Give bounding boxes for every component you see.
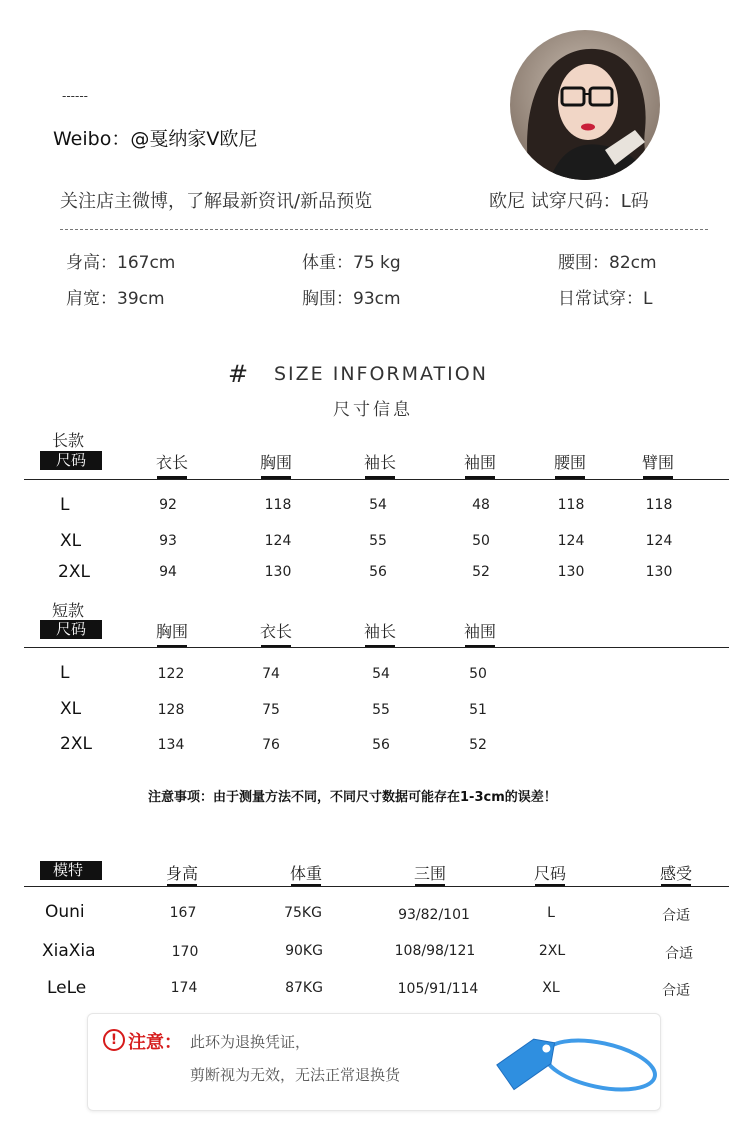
table-cell: 128: [157, 702, 185, 718]
follow-text: 关注店主微博，了解最新资讯/新品预览: [60, 191, 373, 212]
table-cell: 92: [159, 497, 177, 513]
table-cell: 2XL: [538, 943, 566, 959]
stat-daily-size: 日常试穿：L: [558, 289, 653, 309]
table-cell: 93/82/101: [398, 907, 470, 923]
measurement-notice: 注意事项：由于测量方法不同，不同尺寸数据可能存在1-3cm的误差！: [148, 790, 557, 805]
header-dash: ------: [62, 89, 88, 103]
model-portrait-icon: [510, 30, 660, 180]
notice-line-1: 此环为退换凭证，: [190, 1033, 311, 1051]
table-cell: 108/98/121: [394, 943, 476, 959]
table-cell: 50: [472, 533, 490, 549]
short-row-size: 2XL: [60, 734, 92, 754]
table-cell: 87KG: [285, 980, 323, 996]
long-col-arm: 臂围: [641, 453, 674, 472]
long-col-sleeve: 袖长: [363, 453, 396, 472]
long-table-rule: [24, 479, 729, 480]
stat-shoulder: 肩宽：39cm: [66, 289, 165, 309]
models-col-weight: 体重: [289, 864, 322, 883]
long-label: 长款: [52, 431, 85, 450]
table-cell: 105/91/114: [397, 981, 479, 997]
long-size-header: 尺码: [40, 451, 102, 470]
table-cell: 167: [169, 905, 197, 921]
table-cell: 合适: [662, 908, 690, 924]
long-row-size: L: [60, 495, 70, 515]
long-col-bust: 胸围: [259, 453, 292, 472]
long-row-size: XL: [60, 531, 82, 551]
models-table-rule: [24, 886, 729, 887]
return-tag-icon: [490, 1015, 660, 1109]
table-cell: 55: [369, 533, 387, 549]
short-label: 短款: [52, 601, 85, 620]
table-cell: 118: [557, 497, 585, 513]
table-cell: 54: [369, 497, 387, 513]
stat-weight: 体重：75 kg: [302, 253, 401, 273]
section-title-cn: 尺寸信息: [333, 400, 413, 420]
models-col-height: 身高: [165, 864, 198, 883]
model-name: LeLe: [47, 978, 87, 998]
try-size-text: 欧尼 试穿尺码：L码: [489, 191, 649, 212]
table-cell: 48: [472, 497, 490, 513]
model-avatar: [510, 30, 660, 180]
model-name: Ouni: [45, 902, 85, 922]
table-cell: 170: [171, 944, 199, 960]
table-cell: 56: [369, 564, 387, 580]
section-hash: #: [228, 360, 249, 388]
table-cell: 75KG: [284, 905, 322, 921]
table-cell: 118: [645, 497, 673, 513]
table-cell: 50: [469, 666, 487, 682]
table-cell: 合适: [662, 983, 690, 999]
table-cell: 76: [262, 737, 280, 753]
warning-icon: !: [103, 1029, 125, 1051]
short-row-size: L: [60, 663, 70, 683]
weibo-handle: Weibo：@戛纳家V欧尼: [53, 128, 258, 150]
header-divider: [60, 229, 708, 230]
model-name: XiaXia: [42, 941, 96, 961]
stat-waist: 腰围：82cm: [558, 253, 657, 273]
notice-line-2: 剪断视为无效，无法正常退换货: [190, 1066, 401, 1084]
table-cell: 118: [264, 497, 292, 513]
long-col-waist: 腰围: [553, 453, 586, 472]
table-cell: 130: [645, 564, 673, 580]
short-table-rule: [24, 647, 729, 648]
notice-title: 注意：: [128, 1032, 182, 1053]
models-header: 模特: [40, 861, 102, 880]
models-col-feel: 感受: [659, 864, 692, 883]
table-cell: 93: [159, 533, 177, 549]
table-cell: 52: [469, 737, 487, 753]
table-cell: 90KG: [285, 943, 323, 959]
table-cell: 74: [262, 666, 280, 682]
table-cell: 174: [170, 980, 198, 996]
short-row-size: XL: [60, 699, 82, 719]
models-col-size: 尺码: [533, 864, 566, 883]
table-cell: 54: [372, 666, 390, 682]
table-cell: 合适: [665, 946, 693, 962]
short-col-sleeve: 袖长: [363, 622, 396, 641]
long-col-length: 衣长: [155, 453, 188, 472]
table-cell: L: [547, 905, 555, 921]
table-cell: 122: [157, 666, 185, 682]
table-cell: 94: [159, 564, 177, 580]
short-size-header: 尺码: [40, 620, 102, 639]
table-cell: 124: [264, 533, 292, 549]
table-cell: XL: [542, 980, 560, 996]
table-cell: 134: [157, 737, 185, 753]
table-cell: 55: [372, 702, 390, 718]
models-col-measurements: 三围: [413, 864, 446, 883]
short-col-bust: 胸围: [155, 622, 188, 641]
table-cell: 75: [262, 702, 280, 718]
table-cell: 56: [372, 737, 390, 753]
table-cell: 130: [264, 564, 292, 580]
stat-height: 身高：167cm: [66, 253, 176, 273]
table-cell: 124: [557, 533, 585, 549]
long-col-sleeve-width: 袖围: [463, 453, 496, 472]
table-cell: 130: [557, 564, 585, 580]
table-cell: 51: [469, 702, 487, 718]
table-cell: 124: [645, 533, 673, 549]
table-cell: 52: [472, 564, 490, 580]
section-title-en: SIZE INFORMATION: [274, 363, 488, 385]
stat-bust: 胸围：93cm: [302, 289, 401, 309]
long-row-size: 2XL: [58, 562, 90, 582]
short-col-length: 衣长: [259, 622, 292, 641]
short-col-sleeve-width: 袖围: [463, 622, 496, 641]
